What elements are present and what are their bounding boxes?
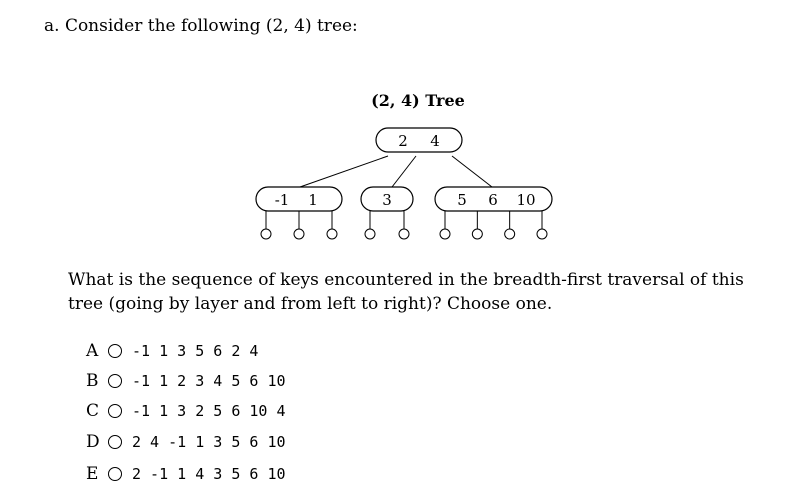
leaf-node xyxy=(440,229,450,239)
option-letter: E xyxy=(86,464,99,484)
leaf-node xyxy=(537,229,547,239)
option-letter: C xyxy=(86,401,100,421)
node-key: 2 xyxy=(398,132,408,150)
option-text: -1 1 3 5 6 2 4 xyxy=(132,342,259,360)
option-e[interactable] xyxy=(86,461,286,487)
node-key: 6 xyxy=(488,191,498,209)
radio-icon[interactable] xyxy=(108,467,122,481)
question-intro: a. Consider the following (2, 4) tree: xyxy=(44,16,358,36)
option-letter: A xyxy=(86,341,99,361)
option-d[interactable] xyxy=(86,429,286,455)
option-text: -1 1 3 2 5 6 10 4 xyxy=(132,402,286,420)
option-text: -1 1 2 3 4 5 6 10 xyxy=(132,372,286,390)
option-text: 2 -1 1 4 3 5 6 10 xyxy=(132,465,286,483)
leaf-node xyxy=(505,229,515,239)
radio-icon[interactable] xyxy=(108,344,122,358)
option-b[interactable] xyxy=(86,368,286,394)
tree-child-node xyxy=(361,187,413,211)
tree-edge xyxy=(392,156,416,187)
leaf-stubs xyxy=(261,211,547,239)
leaf-node xyxy=(472,229,482,239)
radio-icon[interactable] xyxy=(108,404,122,418)
tree-edge xyxy=(452,156,492,187)
radio-icon[interactable] xyxy=(108,435,122,449)
tree-edge xyxy=(300,156,388,187)
tree-title: (2, 4) Tree xyxy=(371,91,465,110)
leaf-node xyxy=(399,229,409,239)
question-prompt: What is the sequence of keys encountered in the breadth-first traversal of this tree (going by layer and from left to right)? Choose one. xyxy=(68,270,744,314)
option-letter: B xyxy=(86,371,99,391)
leaf-node xyxy=(261,229,271,239)
node-key: 4 xyxy=(430,132,440,150)
tree-root-node xyxy=(376,128,462,152)
tree-child-node xyxy=(435,187,552,211)
option-text: 2 4 -1 1 3 5 6 10 xyxy=(132,433,286,451)
option-letter: D xyxy=(86,432,100,452)
radio-icon[interactable] xyxy=(108,374,122,388)
node-key: 10 xyxy=(516,191,536,209)
tree-child-node xyxy=(256,187,342,211)
node-key: 1 xyxy=(308,191,318,209)
node-key: 5 xyxy=(457,191,467,209)
option-c[interactable] xyxy=(86,398,286,424)
leaf-node xyxy=(327,229,337,239)
leaf-node xyxy=(365,229,375,239)
node-key: 3 xyxy=(382,191,392,209)
option-a[interactable] xyxy=(86,338,258,364)
leaf-node xyxy=(294,229,304,239)
node-key: -1 xyxy=(274,191,290,209)
